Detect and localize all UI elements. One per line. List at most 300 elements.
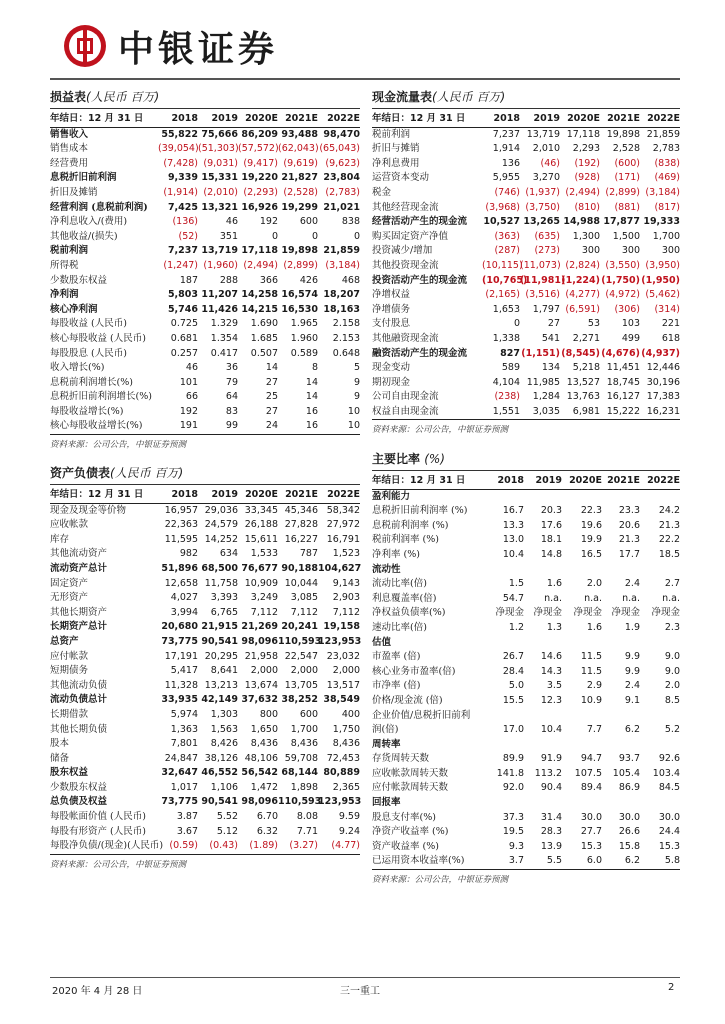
table-cell: (51,303) [198, 143, 239, 155]
row-label: 现金变动 [372, 362, 411, 374]
row-label: 流动资产总计 [50, 562, 108, 574]
row-label: 利息覆盖率(倍) [372, 592, 437, 604]
table-cell: 6.32 [256, 825, 278, 837]
table-cell [640, 738, 680, 753]
source-note: 资料来源：公司公告，中银证券预测 [50, 434, 360, 450]
table-cell: 38,549 [323, 694, 360, 706]
table-row [372, 548, 680, 563]
table-cell: 53 [587, 318, 600, 330]
column-header-year: 2019 [198, 488, 238, 503]
table-cell: 30,196 [646, 376, 680, 388]
table-cell: (3,550) [605, 259, 640, 271]
table-cell: 19.6 [580, 519, 602, 531]
table-cell [562, 563, 602, 578]
table-row [50, 230, 360, 245]
table-cell: 2,000 [332, 665, 360, 677]
table-cell: 14,215 [241, 303, 278, 315]
table-cell: (11,073) [520, 259, 561, 271]
table-cell: 104,627 [318, 562, 362, 574]
table-cell: (9,417) [243, 157, 278, 169]
table-cell: 5.2 [664, 724, 680, 736]
table-cell: 10 [347, 420, 360, 432]
table-cell: 0.257 [170, 347, 198, 359]
table-cell: 21,859 [323, 245, 360, 257]
table-cell: (363) [494, 230, 520, 242]
row-label: 折旧及摊销 [50, 186, 98, 198]
table-row [50, 347, 360, 362]
table-cell: 1,533 [250, 548, 278, 560]
table-cell: 1,303 [210, 708, 238, 720]
table-cell: 21,859 [646, 128, 680, 140]
table-cell: 2.158 [332, 318, 360, 330]
table-cell: 90,541 [201, 635, 238, 647]
table-cell: 28.3 [540, 826, 562, 838]
table-row [50, 215, 360, 230]
table-cell: (57,572) [238, 143, 279, 155]
row-label: 其他长期负债 [50, 723, 108, 735]
table-cell: 0 [311, 230, 318, 242]
table-cell: 33,935 [161, 694, 198, 706]
section-title: 主要比率 (%) [372, 452, 445, 466]
row-label: 净利率 (%) [372, 548, 420, 560]
table-cell: 15,222 [606, 405, 640, 417]
table-cell: 27 [265, 376, 278, 388]
table-cell [524, 636, 562, 651]
column-header-year: 2021E [602, 474, 640, 489]
table-cell: (2,494) [565, 186, 600, 198]
table-row [372, 650, 680, 665]
table-row [372, 390, 680, 405]
table-row [372, 767, 680, 782]
table-row [50, 693, 360, 708]
table-cell: 6.70 [256, 811, 278, 823]
table-cell: n.a. [584, 592, 602, 604]
table-cell: 1,284 [532, 391, 560, 403]
table-row [50, 839, 360, 854]
table-cell: (4,277) [565, 289, 600, 301]
table-cell: 净现金 [651, 607, 680, 619]
row-label: 总资产 [50, 635, 79, 647]
table-cell: 17,118 [566, 128, 600, 140]
table-row [372, 244, 680, 259]
table-cell: 1.9 [624, 621, 640, 633]
row-label: 折旧与摊销 [372, 143, 420, 155]
table-row [372, 665, 680, 680]
income-statement-table [50, 112, 360, 434]
table-cell: 9.9 [624, 651, 640, 663]
column-header-year: 2018 [158, 112, 198, 127]
table-row [372, 186, 680, 201]
table-cell [524, 709, 562, 724]
table-cell: 9.24 [338, 825, 360, 837]
table-cell: 90.4 [540, 782, 562, 794]
table-cell: 3,249 [250, 592, 278, 604]
table-row [372, 317, 680, 332]
table-cell: 1.3 [546, 621, 562, 633]
table-cell: 1.690 [250, 318, 278, 330]
table-cell: 221 [661, 318, 680, 330]
row-label: 每股帐面价值 (人民币) [50, 811, 146, 823]
table-cell: 16 [305, 405, 318, 417]
row-label: 税金 [372, 186, 392, 198]
row-label: 税前利润率 (%) [372, 534, 439, 546]
row-label: 股本 [50, 738, 70, 750]
table-row [372, 230, 680, 245]
table-cell: 5,417 [170, 665, 198, 677]
section-title: 现金流量表(人民币 百万) [372, 90, 506, 104]
table-cell: 64 [225, 391, 238, 403]
column-header-year: 2018 [484, 474, 524, 489]
table-cell: 1.2 [508, 621, 524, 633]
table-row [50, 259, 360, 274]
table-cell: 16.5 [580, 548, 602, 560]
table-cell: 18,163 [323, 303, 360, 315]
table-row [50, 533, 360, 548]
table-row [50, 127, 360, 142]
table-cell: 11,595 [164, 533, 198, 545]
table-cell: 3.5 [546, 680, 562, 692]
key-ratios-table [372, 474, 680, 869]
row-label: 每股股息 (人民币) [50, 347, 127, 359]
row-label: 期初现金 [372, 376, 411, 388]
table-cell: 1,551 [492, 405, 520, 417]
table-cell: 192 [179, 405, 198, 417]
table-cell: 66 [185, 391, 198, 403]
table-cell: 8.08 [296, 811, 318, 823]
table-cell: 13,265 [523, 216, 560, 228]
table-cell: 2.0 [586, 578, 602, 590]
table-cell: 14,988 [563, 216, 600, 228]
table-row [50, 547, 360, 562]
table-cell: 92.0 [502, 782, 524, 794]
row-label: 销售成本 [50, 143, 89, 155]
table-cell: (838) [654, 157, 680, 169]
table-cell: 110,593 [278, 635, 322, 647]
row-label: 购买固定资产净值 [372, 230, 449, 242]
table-cell: 46 [225, 216, 238, 228]
table-row [50, 201, 360, 216]
table-cell: 75,666 [201, 128, 238, 140]
table-cell [562, 796, 602, 811]
table-cell: 21,269 [241, 621, 278, 633]
table-cell [484, 709, 524, 724]
table-row [372, 636, 680, 651]
table-cell: (273) [534, 245, 560, 257]
table-row [50, 361, 360, 376]
table-cell: 12,658 [164, 577, 198, 589]
table-cell: 13.0 [502, 534, 524, 546]
table-cell: 191 [179, 420, 198, 432]
table-cell: 618 [661, 332, 680, 344]
table-cell: 15.3 [658, 840, 680, 852]
table-cell [602, 636, 640, 651]
table-cell: 18,745 [606, 376, 640, 388]
table-cell: 14.3 [540, 665, 562, 677]
table-cell: 123,953 [318, 635, 362, 647]
table-row [372, 215, 680, 230]
table-cell: 8,641 [210, 665, 238, 677]
table-cell: (1,750) [601, 274, 640, 286]
table-cell: 11,426 [201, 303, 238, 315]
table-cell: 1.960 [290, 332, 318, 344]
table-cell: 136 [501, 157, 520, 169]
table-cell: 21.3 [658, 519, 680, 531]
table-row [50, 810, 360, 825]
table-cell: 2,365 [332, 781, 360, 793]
table-cell: 5,955 [492, 172, 520, 184]
row-label: 融资活动产生的现金流 [372, 347, 468, 359]
table-cell: 22,547 [284, 650, 318, 662]
table-cell: 5.0 [508, 680, 524, 692]
table-cell: 5.12 [216, 825, 238, 837]
table-cell: (1,247) [163, 259, 198, 271]
table-cell [562, 636, 602, 651]
table-cell: (3,968) [485, 201, 520, 213]
table-row [372, 171, 680, 186]
table-cell: (3.27) [289, 840, 318, 852]
table-cell: 7,112 [332, 606, 360, 618]
table-cell: 5,803 [167, 289, 198, 301]
row-label: 速动比率(倍) [372, 621, 427, 633]
row-label: 公司自由现金流 [372, 391, 439, 403]
table-cell: 21.3 [618, 534, 640, 546]
table-cell: 192 [259, 216, 278, 228]
table-cell [640, 709, 680, 724]
table-cell: (2,165) [485, 289, 520, 301]
table-cell: 1,523 [332, 548, 360, 560]
row-label: 核心每股收益 (人民币) [50, 332, 146, 344]
table-cell [524, 796, 562, 811]
row-label: 运营资本变动 [372, 172, 430, 184]
row-label: 其他收益/(损失) [50, 230, 118, 242]
table-cell: 7.71 [296, 825, 318, 837]
column-header-year: 2019 [198, 112, 238, 127]
column-header-year: 2018 [158, 488, 198, 503]
table-row [50, 635, 360, 650]
table-cell: 11,758 [204, 577, 238, 589]
table-cell: 16,231 [646, 405, 680, 417]
table-row [372, 303, 680, 318]
table-cell: 11.5 [580, 665, 602, 677]
cash-flow-section [372, 88, 680, 435]
table-row [372, 288, 680, 303]
row-label: 净增权益 [372, 289, 411, 301]
table-cell: 15,331 [201, 172, 238, 184]
table-row [50, 620, 360, 635]
table-cell: 19,158 [323, 621, 360, 633]
table-cell: 5,746 [167, 303, 198, 315]
table-cell: 38,252 [281, 694, 318, 706]
table-cell: 79 [225, 376, 238, 388]
table-cell: 22.2 [658, 534, 680, 546]
table-cell [640, 563, 680, 578]
table-cell: (0.59) [169, 840, 198, 852]
table-cell: 21,827 [281, 172, 318, 184]
report-header [64, 16, 278, 76]
table-cell: 45,346 [284, 504, 318, 516]
table-header-row [50, 112, 360, 127]
table-cell: 29,036 [204, 504, 238, 516]
table-cell: 7,112 [290, 606, 318, 618]
table-cell: 21,915 [201, 621, 238, 633]
row-label: 息税折旧前利润率 (%) [372, 505, 468, 517]
table-row [50, 650, 360, 665]
company-name: 三一重工 [340, 986, 380, 997]
table-cell: 426 [299, 274, 318, 286]
table-row [50, 186, 360, 201]
table-cell: (11,981) [520, 274, 566, 286]
row-label: 核心每股收益增长(%) [50, 420, 143, 432]
table-cell: 1,914 [492, 143, 520, 155]
table-cell: 9.9 [624, 665, 640, 677]
table-cell: 14.6 [540, 651, 562, 663]
table-cell [484, 563, 524, 578]
table-cell: 19,898 [281, 245, 318, 257]
table-cell: (9,031) [203, 157, 238, 169]
column-header-label: 年结日：12 月 31 日 [372, 474, 484, 489]
table-cell: 16,957 [164, 504, 198, 516]
table-cell: (314) [654, 303, 680, 315]
table-cell: 10,527 [483, 216, 520, 228]
table-cell: 86.9 [618, 782, 640, 794]
table-cell: 288 [219, 274, 238, 286]
table-cell: 0.417 [210, 347, 238, 359]
row-label: 估值 [372, 636, 392, 648]
table-cell: 6,765 [210, 606, 238, 618]
table-row [50, 737, 360, 752]
table-cell: 1.6 [586, 621, 602, 633]
row-label: 周转率 [372, 738, 401, 750]
table-row [372, 592, 680, 607]
table-cell: 2,293 [572, 143, 600, 155]
table-cell: (2,824) [565, 259, 600, 271]
table-cell: 92.6 [658, 753, 680, 765]
row-label: 应付帐款 [50, 650, 89, 662]
row-label: 库存 [50, 533, 70, 545]
table-row [50, 390, 360, 405]
cash-flow-table [372, 112, 680, 419]
table-cell: 11,328 [164, 679, 198, 691]
table-cell: 25 [265, 391, 278, 403]
table-row [372, 201, 680, 216]
table-cell: 1,700 [290, 723, 318, 735]
table-row [50, 317, 360, 332]
row-label: 资产收益率 (%) [372, 840, 439, 852]
table-cell: 15.3 [580, 840, 602, 852]
table-cell: 0 [513, 318, 520, 330]
table-cell: 37,632 [241, 694, 278, 706]
table-row [372, 840, 680, 855]
table-cell: 134 [541, 362, 560, 374]
table-cell: 27 [547, 318, 560, 330]
table-cell: 46,552 [201, 767, 238, 779]
table-cell: (2,010) [203, 186, 238, 198]
table-cell: 16 [305, 420, 318, 432]
table-cell: 9.1 [624, 694, 640, 706]
table-cell: 27 [265, 405, 278, 417]
row-label: 息税前利润率 (%) [372, 519, 449, 531]
table-cell: 9.0 [664, 651, 680, 663]
table-cell: 21,958 [244, 650, 278, 662]
table-row [372, 127, 680, 142]
row-label: 支付股息 [372, 318, 411, 330]
table-cell: (306) [614, 303, 640, 315]
table-cell: 2,010 [532, 143, 560, 155]
table-cell: (1,937) [525, 186, 560, 198]
table-cell: 5.5 [546, 855, 562, 867]
table-cell: 36 [225, 362, 238, 374]
table-cell: 1,106 [210, 781, 238, 793]
row-label: 核心净利润 [50, 303, 98, 315]
table-cell: 22.3 [580, 505, 602, 517]
table-cell: 13,213 [204, 679, 238, 691]
table-cell: (8,545) [561, 347, 600, 359]
table-cell: (810) [574, 201, 600, 213]
row-label: 应收帐款周转天数 [372, 767, 449, 779]
table-row [50, 606, 360, 621]
table-row [372, 504, 680, 519]
row-label: 净资产收益率 (%) [372, 826, 449, 838]
table-cell: 19,299 [281, 201, 318, 213]
table-cell: 6.2 [624, 855, 640, 867]
table-cell: (1,960) [203, 259, 238, 271]
table-cell: 187 [179, 274, 198, 286]
table-cell [602, 709, 640, 724]
row-label: 每股收益增长(%) [50, 405, 124, 417]
row-label: 流动比率(倍) [372, 578, 427, 590]
column-header-label: 年结日：12 月 31 日 [372, 112, 482, 127]
table-cell: 2,783 [652, 143, 680, 155]
table-cell: 83 [225, 405, 238, 417]
column-header-year: 2022E [640, 112, 680, 127]
row-label: 其他流动资产 [50, 548, 108, 560]
row-label: 长期资产总计 [50, 621, 108, 633]
table-row [50, 795, 360, 810]
column-header-year: 2021E [278, 112, 318, 127]
table-cell: 11,451 [606, 362, 640, 374]
table-cell: 5.52 [216, 811, 238, 823]
row-label: 每股有形资产 (人民币) [50, 825, 146, 837]
table-cell: 46 [185, 362, 198, 374]
table-row [50, 708, 360, 723]
column-header-year: 2019 [520, 112, 560, 127]
table-header-row [50, 488, 360, 503]
table-cell: 净现金 [495, 607, 524, 619]
table-cell: 38,126 [204, 752, 238, 764]
table-cell: 20.3 [540, 505, 562, 517]
row-label: 价格/现金流 (倍) [372, 694, 443, 706]
row-label: 少数股东权益 [50, 274, 108, 286]
table-cell: 14 [305, 391, 318, 403]
table-cell: 24.2 [658, 505, 680, 517]
table-cell: 6.2 [624, 724, 640, 736]
table-cell [484, 796, 524, 811]
table-cell: 72,453 [326, 752, 360, 764]
table-cell: 48,106 [244, 752, 278, 764]
table-cell: 8,436 [250, 738, 278, 750]
table-cell: 16,574 [281, 289, 318, 301]
table-cell: (469) [654, 172, 680, 184]
table-cell: 17,191 [164, 650, 198, 662]
table-cell: 3,994 [170, 606, 198, 618]
table-cell: n.a. [544, 592, 562, 604]
row-label: 回报率 [372, 797, 401, 809]
table-cell: 3.67 [176, 825, 198, 837]
table-cell: (10,115) [482, 259, 523, 271]
row-label: 股息支付率(%) [372, 811, 436, 823]
table-cell: 26,188 [244, 519, 278, 531]
table-cell: 24,579 [204, 519, 238, 531]
